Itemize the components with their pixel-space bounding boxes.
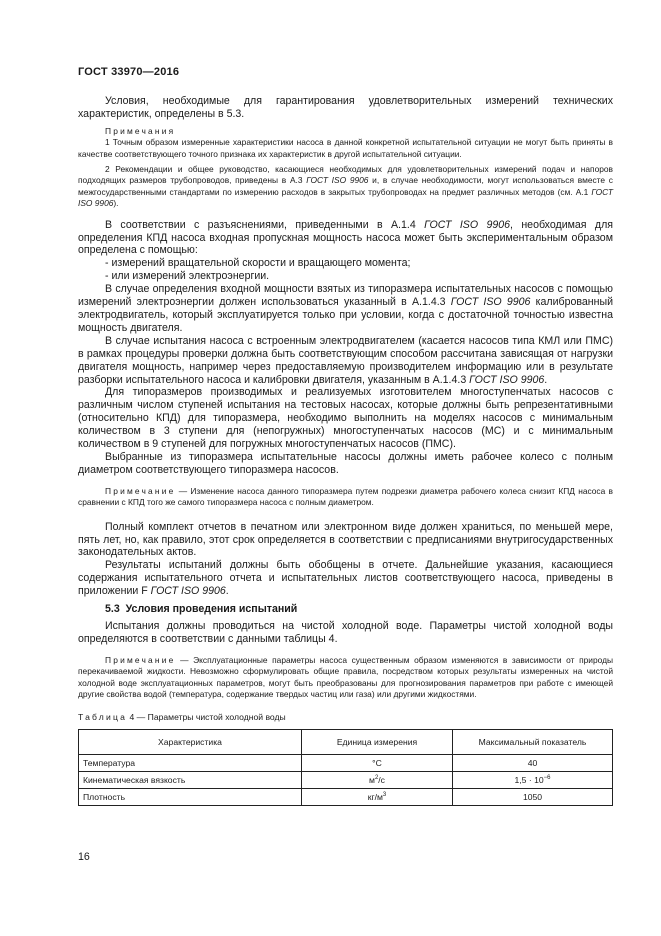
paragraph-electric-measure: В случае определения входной мощности взятых из типоразмера испытательных насосов с помощью измерений электроэнергии должен использоваться указанный в А.1.4.3 ГОСТ ISO 9906 калиброванный электродвигатель, который эксплуатируется только при условии, когда с достаточной точностью известна мощность двигателя.: [78, 283, 613, 334]
document-header: ГОСТ 33970—2016: [78, 66, 180, 78]
document-body: [78, 95, 613, 806]
cell-name: Температура: [79, 755, 302, 772]
list-item-electric: - или измерений электроэнергии.: [105, 270, 270, 283]
paragraph-input-power: В соответствии с разъяснениями, приведенными в А.1.4 ГОСТ ISO 9906, необходимая для определения КПД насоса входная пропускная мощность насоса может быть экспериментальным образом определена с помощью:: [78, 218, 613, 257]
section-heading: 5.3 Условия проведения испытаний: [105, 603, 298, 616]
note-2: 2 Рекомендации и общее руководство, касающиеся необходимых для удовлетворительных измерений подач и напоров подходящих размеров трубопроводов, приведены в А.3 ГОСТ ISO 9906 и, в случае необходимости, могут использоваться вместе с межгосударственными стандартами по измерению расходов в закрытых трубопроводах на предмет различных методов (см. А.1 ГОСТ ISO 9906).: [78, 164, 613, 209]
header-unit: Единица измерения: [302, 730, 453, 755]
cell-value: 40: [453, 755, 613, 772]
cell-unit: $м^2/с$: [302, 772, 453, 789]
table-header-row: [79, 730, 613, 755]
paragraph-reports: Полный комплект отчетов в печатном или электронном виде должен храниться, по меньшей мере, пять лет, но, как правило, этот срок определяется в соответствии с предписаниями внутригосударственных законодательных актов.: [78, 520, 613, 559]
paragraph-multistage: Для типоразмеров производимых и реализуемых изготовителем многоступенчатых насосов с различным числом ступеней испытания на тестовых насосах, которые должны быть репрезентативными (относительно КПД) для типоразмера, необходимо выполнить на моделях насосов с минимальным количеством в 3 ступени для (непогружных) многоступенчатых насосов (МС) и с минимальным количеством в 9 ступеней для погружных многоступенчатых насосов (ПМС).: [78, 386, 613, 451]
cell-value: $1,5 \cdot 10^{-6}$: [453, 772, 613, 789]
table-row: [79, 789, 613, 806]
page-number: 16: [78, 851, 90, 863]
water-parameters-table: [78, 729, 613, 806]
notes-heading: Примечания: [105, 125, 176, 136]
note-operating: Примечание — Эксплуатационные параметры насоса существенным образом изменяются в зависимости от природы перекачиваемой жидкости. Невозможно сформулировать общие правила, посредством которых результаты измеренных на чистой холодной воде эксплуатационных параметров, могут быть преобразованы для прогнозирования параметров при работе с имеющей другие свойства водой (температура, содержание твердых частиц или газа) или другими жидкостями.: [78, 654, 613, 699]
table-caption: Таблица 4 — Параметры чистой холодной воды: [78, 712, 286, 723]
paragraph-clean-water: Испытания должны проводиться на чистой холодной воде. Параметры чистой холодной воды определяются в соответствии с данными таблицы 4.: [78, 619, 613, 645]
cell-name: Плотность: [79, 789, 302, 806]
header-max-value: Максимальный показатель: [453, 730, 613, 755]
list-item-torque: - измерений вращательной скорости и вращающего момента;: [105, 257, 411, 270]
table-row: [79, 755, 613, 772]
header-characteristic: Характеристика: [79, 730, 302, 755]
table-row: [79, 772, 613, 789]
cell-unit: $кг/м^3$: [302, 789, 453, 806]
paragraph-results: Результаты испытаний должны быть обобщены в отчете. Дальнейшие указания, касающиеся содержания испытательного отчета и испытательных листов соответствующего насоса, приведены в приложении F ГОСТ ISO 9906.: [78, 559, 613, 598]
cell-name: Кинематическая вязкость: [79, 772, 302, 789]
cell-unit: °C: [302, 755, 453, 772]
paragraph-conditions: Условия, необходимые для гарантирования удовлетворительных измерений технических характеристик, определены в 5.3.: [78, 95, 613, 120]
paragraph-impeller: Выбранные из типоразмера испытательные насосы должны иметь рабочее колесо с полным диаметром соответствующего типоразмера насосов.: [78, 450, 613, 476]
cell-value: 1050: [453, 789, 613, 806]
note-1: 1 Точным образом измеренные характеристики насоса в данной конкретной испытательной ситуации не могут быть приняты в качестве соответствующего точного признака их характеристик в другой испытательной ситуации.: [78, 137, 613, 159]
paragraph-builtin-motor: В случае испытания насоса с встроенным электродвигателем (касается насосов типа КМЛ или ПМС) в рамках процедуры проверки должна быть соответствующим способом рассчитана зависящая от нагрузки двигателя мощность, например через предоставляемую производителем информацию или в результате разборки испытательного насоса и калибровки двигателя, указанным в А.1.4.3 ГОСТ ISO 9906.: [78, 334, 613, 386]
note-impeller: Примечание — Изменение насоса данного типоразмера путем подрезки диаметра рабочего колеса снизит КПД насоса в сравнении с КПД того же самого типоразмера насоса с полным диаметром.: [78, 485, 613, 508]
